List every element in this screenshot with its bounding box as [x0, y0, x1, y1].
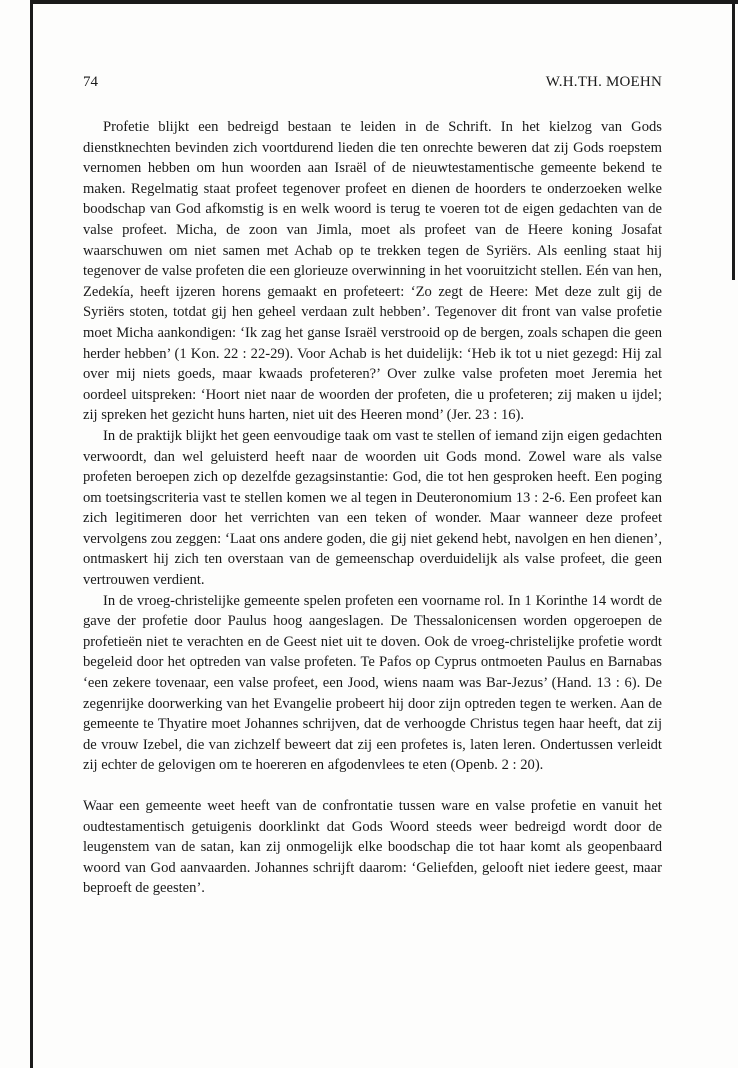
page-number: 74: [83, 74, 98, 90]
paragraph-1: Profetie blijkt een bedreigd bestaan te leiden in de Schrift. In het kielzog van Gods dienstknechten bevinden zich voortdurend lieden die ten onrechte beweren dat zij Gods roepstem vernomen hebben om hun woorden aan Israël of de nieuwtestamentische gemeente bekend te maken. Regelmatig staat profeet tegenover profeet en dienen de hoorders te onderzoeken welke boodschap van God afkomstig is en welk woord is terug te voeren tot de eigen gedachten van de valse profeet. Micha, de zoon van Jimla, moet als profeet van de Heere koning Josafat waarschuwen om niet samen met Achab op te trekken tegen de Syriërs. Als eenling staat hij tegenover de valse profeten die een glorieuze overwinning in het vooruitzicht stellen. Eén van hen, Zedekía, heeft ijzeren horens gemaakt en profeteert: ‘Zo zegt de Heere: Met deze zult gij de Syriërs stoten, totdat gij hen geheel verdaan zult hebben’. Tegenover dit front van valse profetie moet Micha aankondigen: ‘Ik zag het ganse Israël verstrooid op de bergen, zoals schapen die geen herder hebben’ (1 Kon. 22 : 22-29). Voor Achab is het duidelijk: ‘Heb ik tot u niet gezegd: Hij zal over mij niets goeds, maar kwaads profeteren?’ Over zulke valse profeten moet Jeremia het oordeel uitspreken: ‘Hoort niet naar de woorden der profeten, die u profeteren; zij maken u ijdel; zij spreken het gezicht huns harten, niet uit des Heeren mond’ (Jer. 23 : 16).: [83, 119, 662, 424]
paragraph-4: Waar een gemeente weet heeft van de confrontatie tussen ware en valse profetie en vanuit het oudtestamentisch getuigenis doorklinkt dat Gods Woord steeds weer bedreigd wordt door de leugenstem van de satan, kan zij onmogelijk elke boodschap die tot haar komt als geopenbaard woord van God aanvaarden. Johannes schrijft daarom: ‘Geliefden, gelooft niet iedere geest, maar beproeft de geesten’.: [83, 798, 662, 897]
scan-border-left: [30, 0, 33, 1068]
paragraph-2: In de praktijk blijkt het geen eenvoudige taak om vast te stellen of iemand zijn eigen gedachten verwoordt, dan wel geluisterd heeft naar de woorden uit Gods mond. Zowel ware als valse profeten beroepen zich op dezelfde gezagsinstantie: God, die tot hen gesproken heeft. Een poging om toetsingscriteria vast te stellen komen we al tegen in Deuteronomium 13 : 2-6. Een profeet kan zich legitimeren door het verrichten van een teken of wonder. Maar wanneer deze profeet vervolgens zou zeggen: ‘Laat ons andere goden, die gij niet gekend hebt, navolgen en hen dienen’, ontmaskert hij zich ten overstaan van de gemeenschap overduidelijk als valse profeet, die geen vertrouwen verdient.: [83, 427, 662, 589]
running-head-author: W.H.TH. MOEHN: [545, 74, 662, 90]
body-text: [83, 117, 662, 899]
scan-border-right: [732, 0, 735, 280]
paragraph-3: In de vroeg-christelijke gemeente spelen profeten een voorname rol. In 1 Korinthe 14 wordt de gave der profetie door Paulus hoog aangeslagen. De Thessalonicensen worden opgeroepen de profetieën niet te verachten en de Geest niet uit te doven. Ook de vroeg-christelijke profetie wordt begeleid door het optreden van valse profeten. Te Pafos op Cyprus ontmoeten Paulus en Barnabas ‘een zekere tovenaar, een valse profeet, een Jood, wiens naam was Bar-Jezus’ (Hand. 13 : 6). De zegenrijke doorwerking van het Evangelie probeert hij door zijn optreden tegen te werken. Aan de gemeente te Thyatire moet Johannes schrijven, dat de verhoogde Christus tegen haar heeft, dat zij de vrouw Izebel, die van zichzelf beweert dat zij een profetes is, laten leren. Ondertussen verleidt zij echter de gelovigen om te hoereren en afgodenvlees te eten (Openb. 2 : 20).: [83, 592, 662, 774]
scan-border-top: [30, 0, 738, 4]
